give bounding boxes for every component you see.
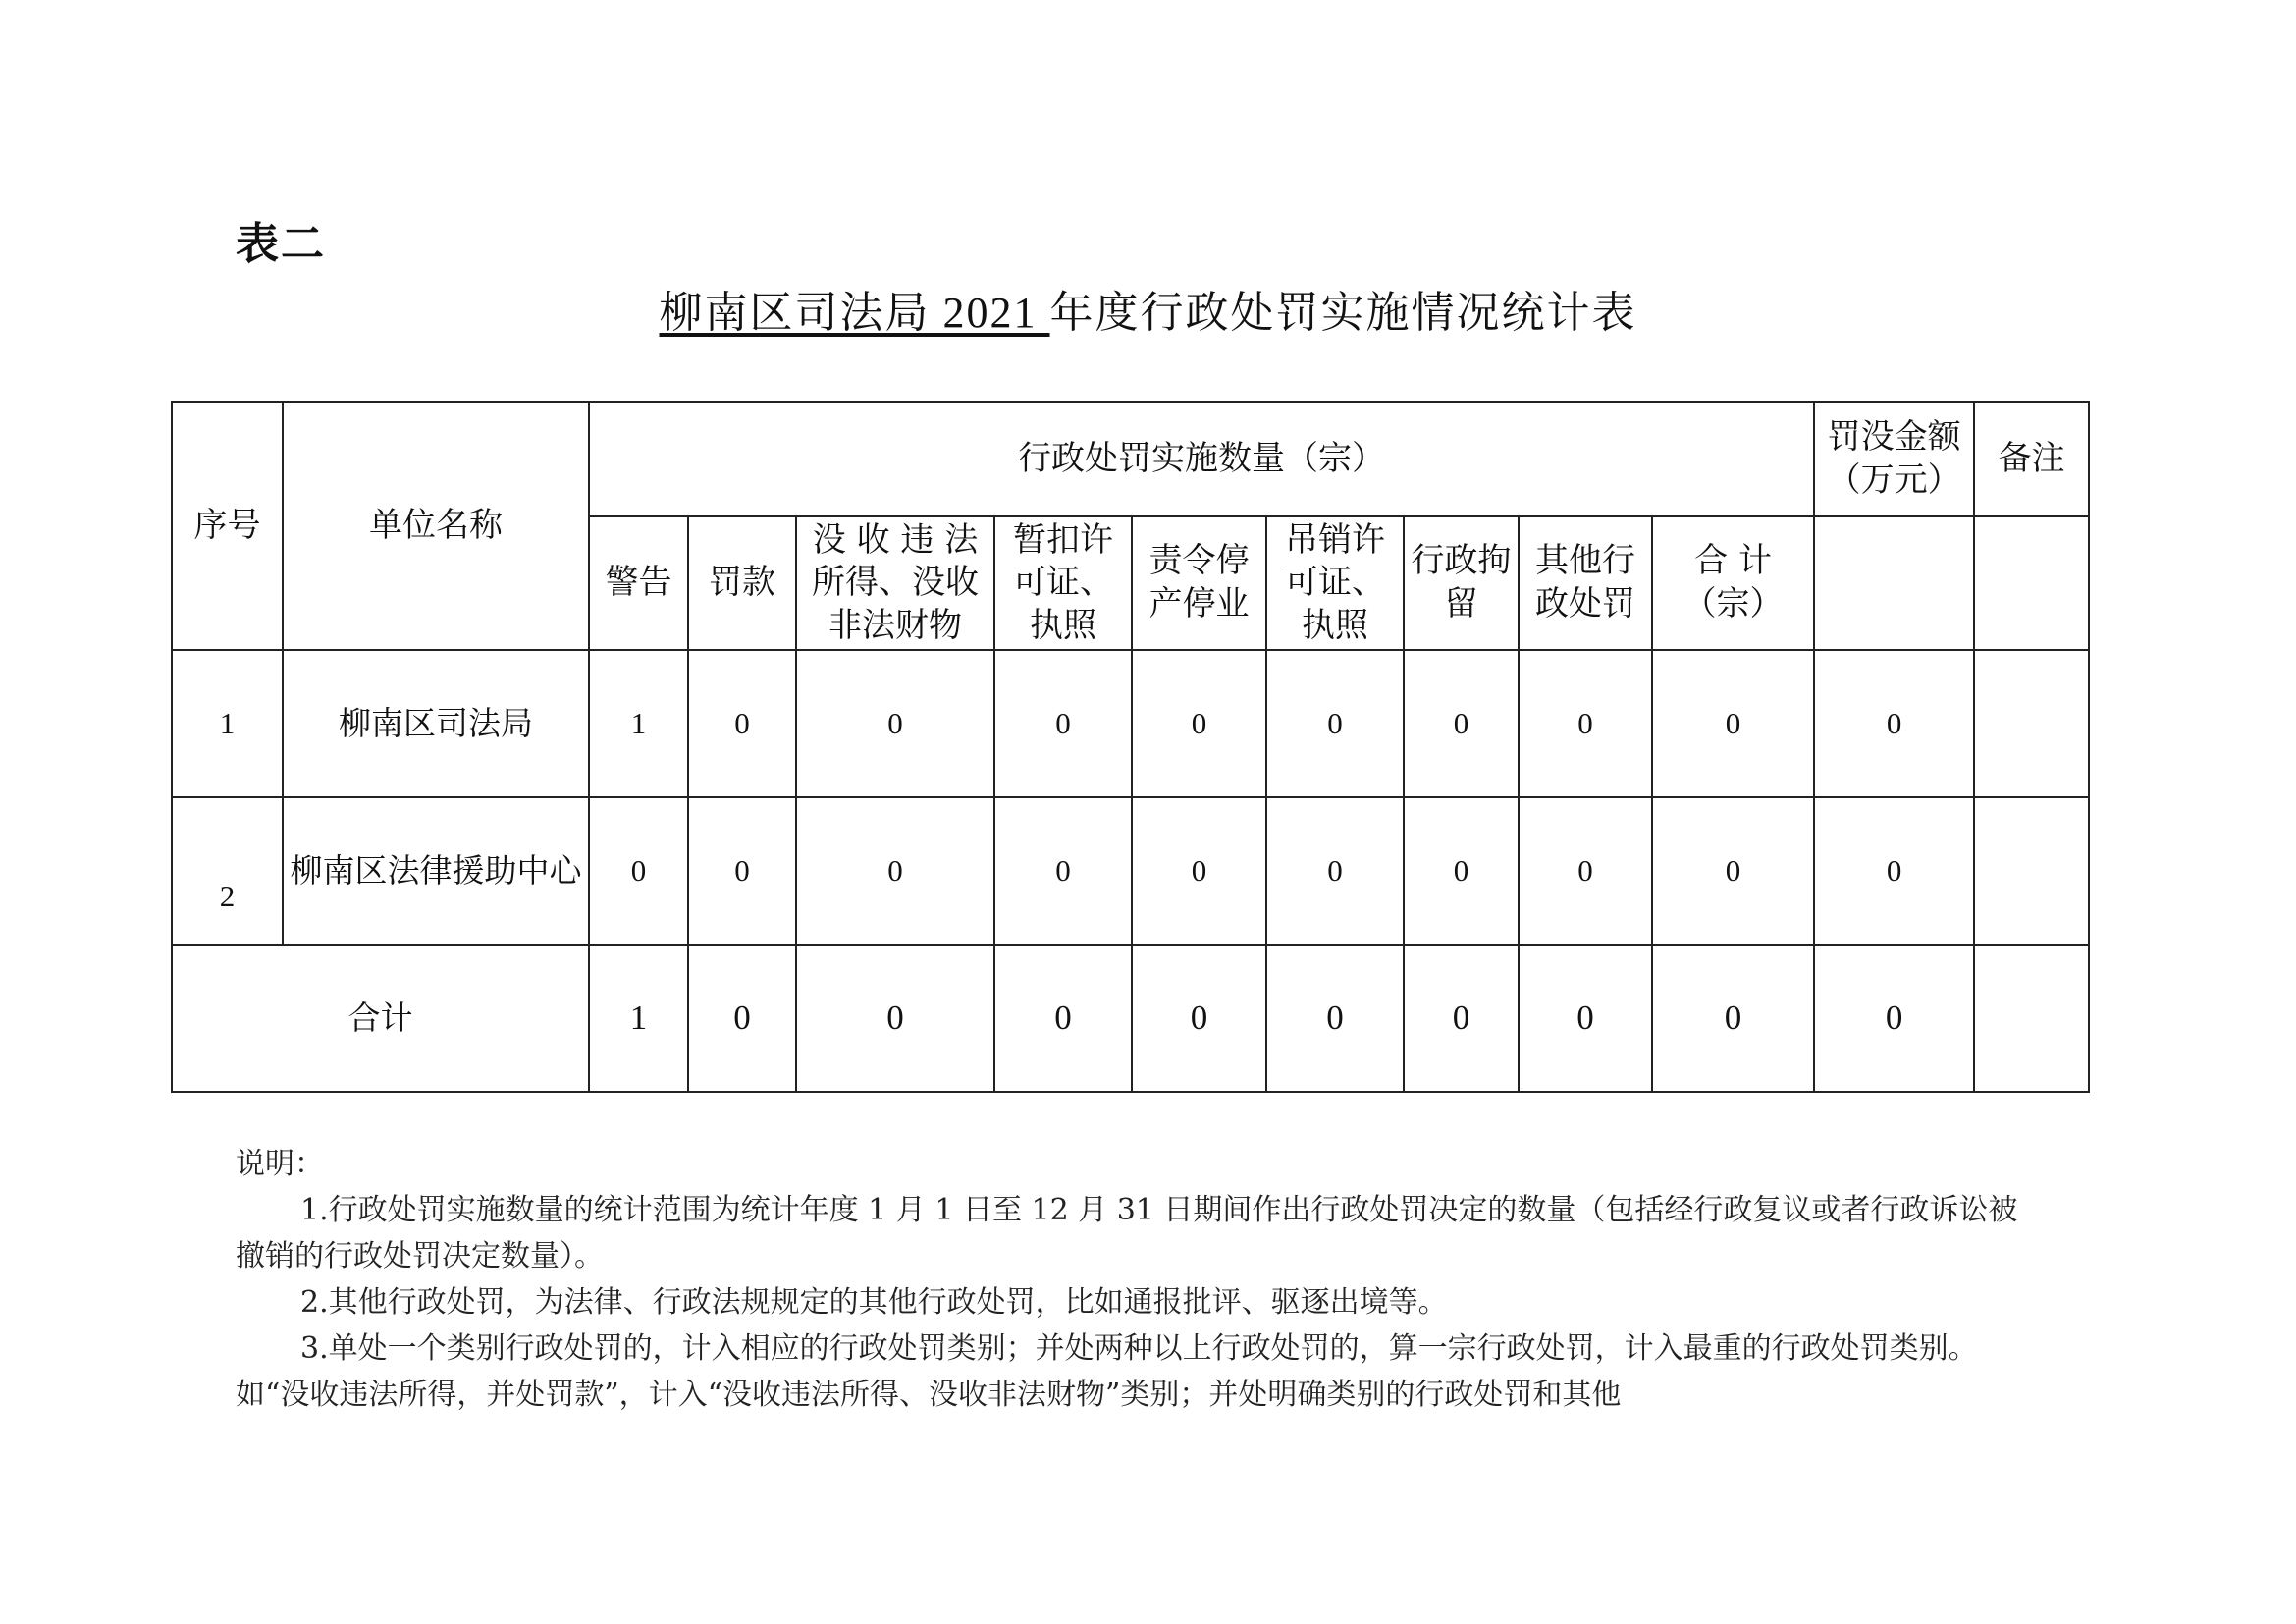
header-unit-name: 单位名称 xyxy=(283,402,589,650)
header-warning: 警告 xyxy=(589,516,688,650)
cell-value: 0 xyxy=(1266,797,1404,945)
cell-total-value: 0 xyxy=(1132,945,1266,1092)
cell-value: 0 xyxy=(796,797,994,945)
notes-heading: 说明： xyxy=(236,1147,324,1181)
cell-value: 0 xyxy=(1519,650,1652,797)
header-seq: 序号 xyxy=(172,402,283,650)
cell-total-value: 0 xyxy=(994,945,1132,1092)
cell-value: 0 xyxy=(1519,797,1652,945)
cell-remark xyxy=(1974,650,2089,797)
cell-value: 0 xyxy=(1652,797,1814,945)
table-label: 表二 xyxy=(236,219,326,269)
cell-value: 0 xyxy=(589,797,688,945)
note-item-2: 2.其他行政处罚，为法律、行政法规规定的其他行政处罚，比如通报批评、驱逐出境等。 xyxy=(300,1285,1448,1320)
header-amount-empty xyxy=(1814,516,1974,650)
cell-total-value: 0 xyxy=(1652,945,1814,1092)
header-remark: 备注 xyxy=(1974,402,2089,516)
header-remark-empty xyxy=(1974,516,2089,650)
header-confiscation: 没 收 违 法所得、没收非法财物 xyxy=(796,516,994,650)
cell-total-label: 合计 xyxy=(172,945,589,1092)
cell-unit-name: 柳南区法律援助中心 xyxy=(283,797,589,945)
cell-value: 0 xyxy=(994,650,1132,797)
header-amount: 罚没金额（万元） xyxy=(1814,402,1974,516)
title-rest: 年度行政处罚实施情况统计表 xyxy=(1049,288,1637,338)
cell-total-value: 0 xyxy=(1266,945,1404,1092)
cell-seq: 1 xyxy=(172,650,283,797)
cell-value: 0 xyxy=(1404,797,1519,945)
header-other-penalty: 其他行政处罚 xyxy=(1519,516,1652,650)
cell-unit-name: 柳南区司法局 xyxy=(283,650,589,797)
header-license-suspension: 暂扣许可证、执照 xyxy=(994,516,1132,650)
cell-total-value: 0 xyxy=(1404,945,1519,1092)
header-fine: 罚款 xyxy=(688,516,796,650)
total-row xyxy=(172,945,2089,1092)
cell-value: 0 xyxy=(796,650,994,797)
note-item-1: 1.行政处罚实施数量的统计范围为统计年度 1 月 1 日至 12 月 31 日期间作出行政处罚决定的数量（包括经行政复议或者行政诉讼被撤销的行政处罚决定数量）。 xyxy=(236,1193,2018,1273)
header-penalty-count-group: 行政处罚实施数量（宗） xyxy=(589,402,1814,516)
cell-total-value: 0 xyxy=(1519,945,1652,1092)
cell-total-remark xyxy=(1974,945,2089,1092)
title-underlined-part: 柳南区司法局 2021 xyxy=(659,289,1050,337)
cell-value: 0 xyxy=(1266,650,1404,797)
header-detention: 行政拘留 xyxy=(1404,516,1519,650)
cell-remark xyxy=(1974,797,2089,945)
header-row-1 xyxy=(172,402,2089,516)
cell-value: 0 xyxy=(994,797,1132,945)
cell-value: 0 xyxy=(1132,650,1266,797)
header-business-suspension: 责令停产停业 xyxy=(1132,516,1266,650)
table-row xyxy=(172,797,2089,945)
cell-amount: 0 xyxy=(1814,650,1974,797)
cell-total-value: 0 xyxy=(688,945,796,1092)
cell-value: 0 xyxy=(1132,797,1266,945)
notes-section xyxy=(236,1141,2022,1418)
cell-value: 0 xyxy=(688,797,796,945)
cell-total-value: 1 xyxy=(589,945,688,1092)
cell-value: 0 xyxy=(688,650,796,797)
cell-value: 0 xyxy=(1404,650,1519,797)
cell-value: 1 xyxy=(589,650,688,797)
table-row xyxy=(172,650,2089,797)
note-item-3: 3.单处一个类别行政处罚的，计入相应的行政处罚类别；并处两种以上行政处罚的，算一宗行政处罚，计入最重的行政处罚类别。如“没收违法所得，并处罚款”，计入“没收违法所得、没收非法财物”类别；并处明确类别的行政处罚和其他 xyxy=(236,1331,1978,1412)
header-subtotal: 合 计（宗） xyxy=(1652,516,1814,650)
statistics-table xyxy=(171,401,2090,1093)
cell-seq: 2 xyxy=(172,797,283,945)
header-license-revocation: 吊销许可证、执照 xyxy=(1266,516,1404,650)
cell-total-amount: 0 xyxy=(1814,945,1974,1092)
document-title xyxy=(0,277,2296,340)
cell-amount: 0 xyxy=(1814,797,1974,945)
cell-value: 0 xyxy=(1652,650,1814,797)
cell-total-value: 0 xyxy=(796,945,994,1092)
